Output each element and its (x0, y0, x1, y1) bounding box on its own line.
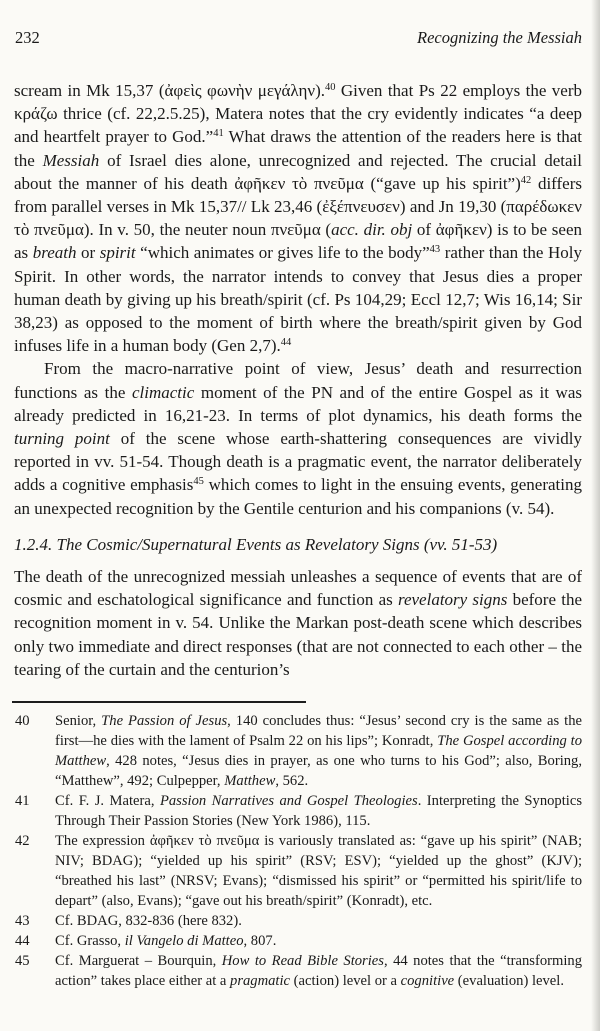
text-run: Cf. BDAG, 832-836 (here 832). (55, 913, 242, 929)
italic-run: Messiah (42, 150, 100, 170)
text-run: of Israel dies alone, unrecognized and rejected. The crucial detail about the manner of his death ἀφῆκεν τὸ πνεῦμα (“gave up his spirit”) (14, 150, 582, 193)
italic-run: 1.2.4. The Cosmic/Supernatural Events as Revelatory Signs (vv. 51-53) (14, 534, 498, 554)
text-run: Cf. Grasso, (55, 933, 125, 949)
footnote-number: 43 (15, 913, 30, 929)
italic-run: Matthew (224, 773, 276, 789)
text-run: Given that Ps 22 employs the verb κράζω thrice (cf. 22,2.5.25), Matera notes that the cry evidently indicates “a deep and heartfelt prayer to God.” (14, 81, 582, 147)
italic-run: Passion Narratives and Gospel Theologies (159, 793, 418, 809)
italic-run: turning point (14, 429, 110, 449)
section-heading (14, 533, 582, 556)
italic-run: climactic (131, 382, 195, 402)
italic-run: The Passion of Jesus (101, 713, 228, 729)
text-run: The expression ἀφῆκεν τὸ πνεῦμα is variously translated as: “gave up his spirit” (NAB; NIV; BDAG); “yielded up his spirit” (RSV; ESV); “yielded up the ghost” (KJV); “breathed his last” (NRSV; Evans); “dismissed his spirit” or “permitted his spirit/life to depart” (also, Evans); “gave out his breath/spirit” (Konradt), etc. (55, 833, 582, 909)
text-run: scream in Mk 15,37 (ἀφεὶς φωνὴν μεγάλην). (14, 81, 325, 100)
page-number: 232 (15, 28, 40, 47)
footnote (15, 911, 582, 931)
italic-run: spirit (99, 243, 136, 263)
footnote-number: 45 (15, 953, 30, 969)
text-run: before the recognition moment in v. 54. Unlike the Markan post-death scene which describes only two immediate and direct responses (that are not connected to each other – the tearing of the curtain and the centurion’s (14, 590, 582, 679)
footnote-ref: 44 (280, 337, 292, 349)
footnote-text (55, 911, 582, 931)
text-run: of ἀφῆκεν) is to be seen as (14, 220, 582, 263)
footnote-text (55, 791, 582, 831)
footnote-number: 42 (15, 833, 30, 849)
running-title: Recognizing the Messiah (417, 28, 582, 47)
running-header (15, 28, 582, 48)
footnote-separator-rule (12, 701, 306, 703)
italic-run: The Gospel according to Matthew (55, 733, 582, 769)
footnote-number: 44 (15, 933, 30, 949)
footnote-ref: 43 (429, 244, 441, 256)
scan-edge-shadow (591, 0, 600, 1031)
text-run: , 562. (275, 773, 309, 789)
paragraph (14, 79, 582, 357)
text-run: or (76, 243, 100, 263)
italic-run: acc. dir. obj (331, 220, 413, 240)
footnotes-section (15, 711, 582, 991)
footnote-text (55, 931, 582, 951)
paragraph (14, 357, 582, 519)
footnote (15, 951, 582, 991)
italic-run: il Vangelo di Matteo (124, 933, 244, 949)
footnote (15, 791, 582, 831)
footnote-text (55, 831, 582, 911)
footnote (15, 931, 582, 951)
italic-run: How to Read Bible Stories (221, 953, 384, 969)
text-run: of the scene whose earth-shattering consequences are vividly reported in vv. 51-54. Though death is a pragmatic event, the narrator deliberately adds a cognitive emphasis (14, 429, 582, 495)
footnote-ref: 41 (213, 128, 224, 140)
footnote-ref: 45 (193, 476, 204, 488)
text-run: From the macro-narrative point of view, Jesus’ death and resurrection functions as the (14, 359, 582, 402)
italic-run: breath (32, 243, 77, 263)
text-run: which comes to light in the ensuing events, generating an unexpected recognition by the Gentile centurion and his companions (v. 54). (14, 475, 582, 518)
footnote-ref: 40 (324, 82, 336, 93)
text-run: “which animates or gives life to the body” (135, 243, 430, 263)
text-run: (evaluation) level. (454, 973, 564, 989)
body-text (14, 79, 582, 699)
text-run: rather than the Holy Spirit. In other words, the narrator intends to convey that Jesus dies a proper human death by giving up his breath/spirit (cf. Ps 104,29; Eccl 12,7; Wis 16,14; Sir 38,23) as opposed to the moment of birth where the breath/spirit given by God infuses life in a human body (Gen 2,7). (14, 243, 582, 356)
text-run: differs from parallel verses in Mk 15,37// Lk 23,46 (ἐξέπνευσεν) and Jn 19,30 (παρέδωκεν τὸ πνεῦμα). In v. 50, the neuter noun πνεῦμα ( (14, 173, 582, 240)
italic-run: pragmatic (230, 973, 291, 989)
text-run: What draws the attention of the readers here is that the (14, 127, 582, 170)
text-run: , 807. (243, 933, 277, 949)
footnote-number: 41 (15, 793, 30, 809)
text-run: Cf. F. J. Matera, (55, 793, 160, 809)
italic-run: cognitive (400, 973, 455, 989)
text-run: Senior, (55, 713, 102, 729)
footnote (15, 831, 582, 911)
text-run: (action) level or a (290, 973, 401, 989)
text-run: , 44 notes that the “transforming action” takes place either at a (55, 953, 582, 989)
paragraph (14, 565, 582, 681)
text-run: The death of the unrecognized messiah unleashes a sequence of events that are of cosmic and eschatological significance and function as (14, 567, 582, 610)
footnote-number: 40 (15, 713, 30, 729)
text-run: , 140 concludes thus: “Jesus’ second cry is the same as the first—he dies with the lament of Psalm 22 on his lips”; Konradt, (55, 713, 582, 749)
italic-run: revelatory signs (397, 590, 508, 610)
footnote-text (55, 951, 582, 991)
text-run: Cf. Marguerat – Bourquin, (55, 953, 222, 969)
text-run: moment of the PN and of the entire Gospel as it was already predicted in 16,21-23. In terms of plot dynamics, his death forms the (14, 382, 582, 425)
footnote-text (55, 711, 582, 791)
footnote (15, 711, 582, 791)
footnote-ref: 42 (520, 174, 532, 186)
text-run: . Interpreting the Synoptics Through Their Passion Stories (New York 1986), 115. (55, 793, 582, 829)
text-run: , 428 notes, “Jesus dies in prayer, as one who turns to his God”; also, Boring, “Matthew”, 492; Culpepper, (55, 753, 582, 789)
